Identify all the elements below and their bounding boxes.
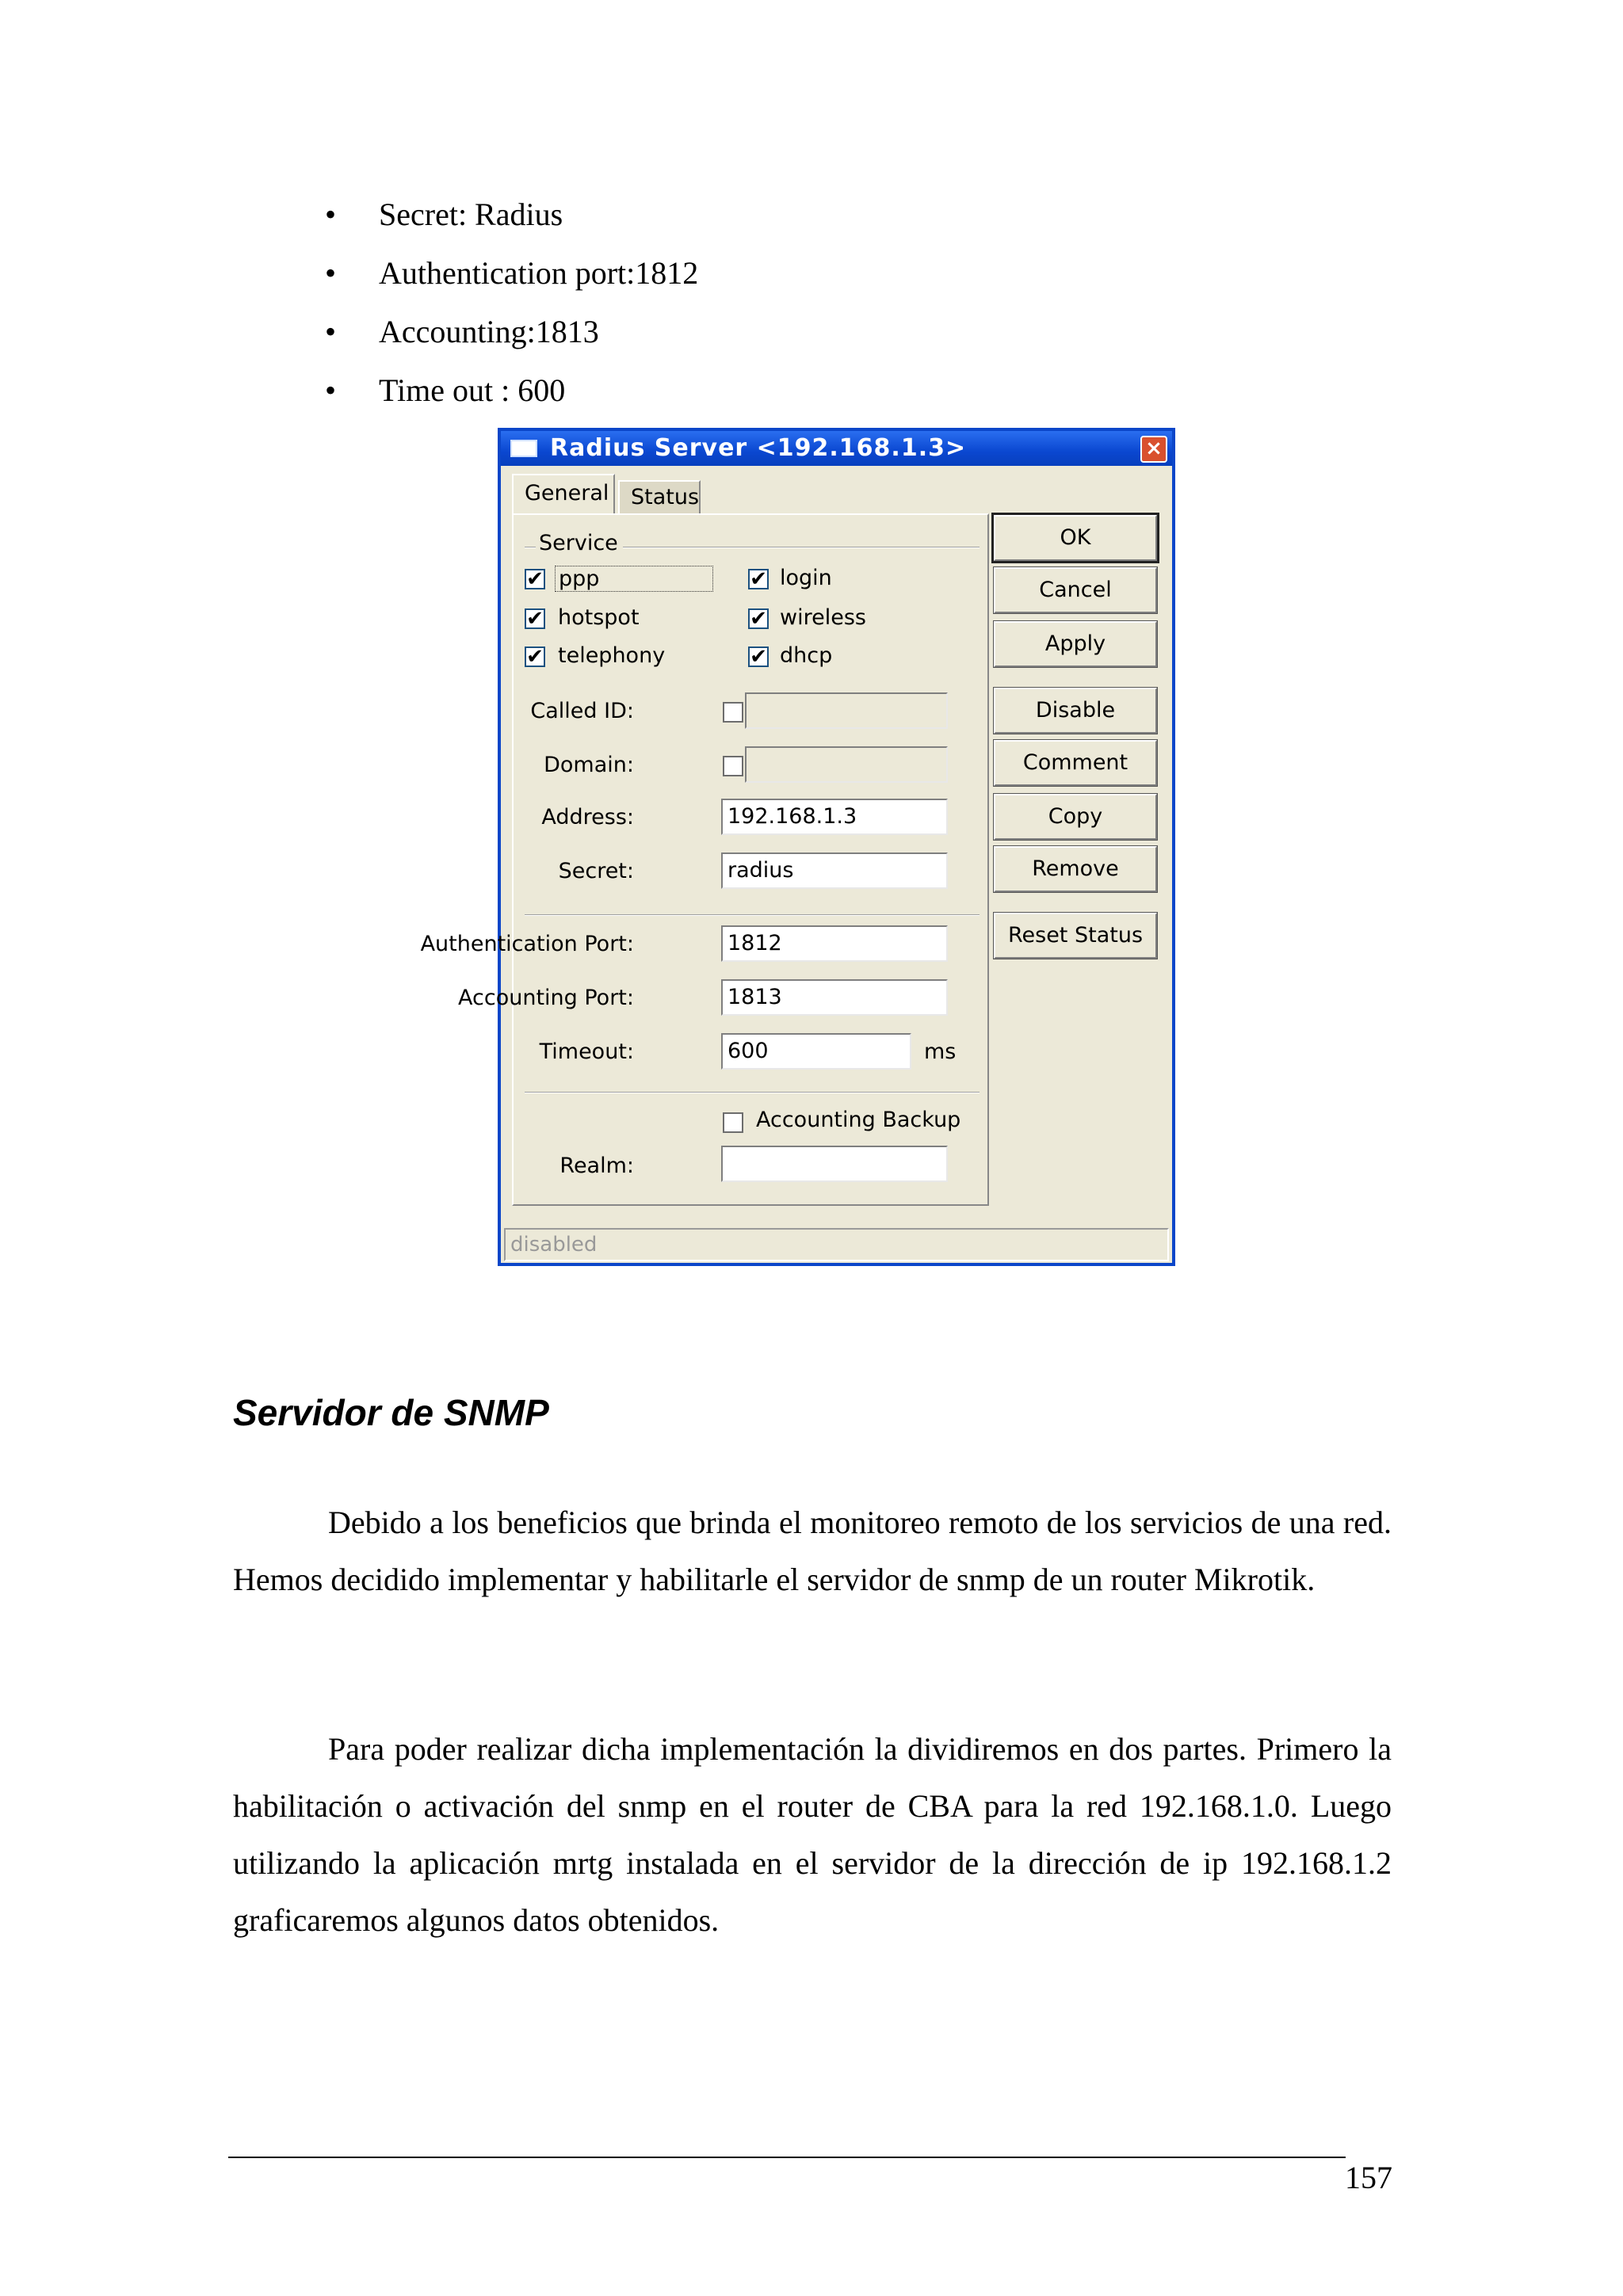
secret-field[interactable]: radius bbox=[721, 852, 948, 889]
ok-button[interactable]: OK bbox=[994, 515, 1157, 561]
checkbox-dhcp[interactable]: ✔ bbox=[748, 646, 769, 667]
secret-label: Secret: bbox=[558, 859, 634, 883]
bullet-item: • Authentication port:1812 bbox=[325, 250, 698, 309]
auth-port-field[interactable]: 1812 bbox=[721, 925, 948, 962]
service-group-label: Service bbox=[539, 531, 618, 555]
timeout-label: Timeout: bbox=[539, 1039, 634, 1064]
status-bar: disabled bbox=[504, 1228, 1169, 1261]
bullet-item: • Time out : 600 bbox=[325, 368, 698, 426]
checkbox-ppp[interactable]: ✔ bbox=[525, 569, 545, 589]
remove-button[interactable]: Remove bbox=[994, 846, 1157, 892]
accounting-backup-label: Accounting Backup bbox=[756, 1108, 961, 1132]
apply-button[interactable]: Apply bbox=[994, 621, 1157, 667]
called-id-field[interactable] bbox=[745, 692, 948, 729]
bullet-icon: • bbox=[325, 196, 337, 232]
service-hotspot-label: hotspot bbox=[558, 605, 640, 630]
group-divider bbox=[525, 547, 536, 548]
auth-port-label: Authentication Port: bbox=[420, 932, 634, 956]
footer-divider bbox=[228, 2157, 1346, 2158]
group-divider bbox=[623, 547, 980, 548]
section-heading: Servidor de SNMP bbox=[233, 1392, 549, 1433]
dialog-client bbox=[420, 466, 1172, 1263]
page-number: 157 bbox=[1345, 2160, 1392, 2195]
tab-general[interactable]: General bbox=[512, 474, 615, 513]
called-id-label: Called ID: bbox=[530, 699, 634, 723]
service-telephony-label: telephony bbox=[558, 643, 666, 668]
dialog-title: Radius Server <192.168.1.3> bbox=[550, 434, 967, 462]
tab-status[interactable]: Status bbox=[618, 480, 701, 513]
general-panel bbox=[420, 513, 989, 1206]
domain-field[interactable] bbox=[745, 746, 948, 783]
bullet-list bbox=[325, 192, 698, 426]
bullet-item: • Secret: Radius bbox=[325, 192, 698, 250]
checkbox-login[interactable]: ✔ bbox=[748, 569, 769, 589]
service-login-label: login bbox=[780, 566, 832, 590]
checkbox-hotspot[interactable]: ✔ bbox=[525, 608, 545, 629]
domain-checkbox[interactable] bbox=[723, 756, 743, 776]
disable-button[interactable]: Disable bbox=[994, 688, 1157, 734]
bullet-icon: • bbox=[325, 255, 337, 291]
close-icon[interactable]: × bbox=[1140, 436, 1167, 463]
window-icon bbox=[510, 440, 537, 457]
acct-port-field[interactable]: 1813 bbox=[721, 979, 948, 1016]
called-id-checkbox[interactable] bbox=[723, 702, 743, 723]
cancel-button[interactable]: Cancel bbox=[994, 567, 1157, 613]
timeout-unit: ms bbox=[924, 1039, 957, 1064]
paragraph: Para poder realizar dicha implementación la dividiremos en dos partes. Primero la habilitación o activación del snmp en el router de CBA para la red 192.168.1.0. Luego utilizando la aplicación mrtg instalada en el servidor de la dirección de ip 192.168.1.2 graficaremos algunos datos obtenidos. bbox=[233, 1731, 1392, 1938]
section-divider bbox=[525, 914, 980, 916]
realm-field[interactable] bbox=[721, 1146, 948, 1182]
address-label: Address: bbox=[541, 805, 634, 830]
checkbox-telephony[interactable]: ✔ bbox=[525, 646, 545, 667]
bullet-item: • Accounting:1813 bbox=[325, 309, 698, 368]
service-wireless-label: wireless bbox=[780, 605, 866, 630]
domain-label: Domain: bbox=[544, 753, 634, 777]
dialog-titlebar[interactable] bbox=[501, 431, 1172, 466]
checkbox-wireless[interactable]: ✔ bbox=[748, 608, 769, 629]
section-divider bbox=[525, 1092, 980, 1093]
acct-port-label: Accounting Port: bbox=[458, 986, 634, 1010]
paragraph: Debido a los beneficios que brinda el monitoreo remoto de los servicios de una red. Hemos decidido implementar y habilitarle el servidor de snmp de un router Mikrotik. bbox=[233, 1505, 1392, 1597]
comment-button[interactable]: Comment bbox=[994, 740, 1157, 786]
bullet-icon: • bbox=[325, 372, 337, 408]
address-field[interactable]: 192.168.1.3 bbox=[721, 799, 948, 835]
reset-status-button[interactable]: Reset Status bbox=[994, 913, 1157, 959]
service-dhcp-label: dhcp bbox=[780, 643, 833, 668]
timeout-field[interactable]: 600 bbox=[721, 1033, 911, 1070]
realm-label: Realm: bbox=[559, 1154, 634, 1178]
service-ppp-label: ppp bbox=[555, 566, 713, 592]
bullet-icon: • bbox=[325, 314, 337, 349]
accounting-backup-checkbox[interactable] bbox=[723, 1112, 743, 1133]
radius-server-dialog bbox=[420, 428, 1175, 1266]
copy-button[interactable]: Copy bbox=[994, 794, 1157, 840]
